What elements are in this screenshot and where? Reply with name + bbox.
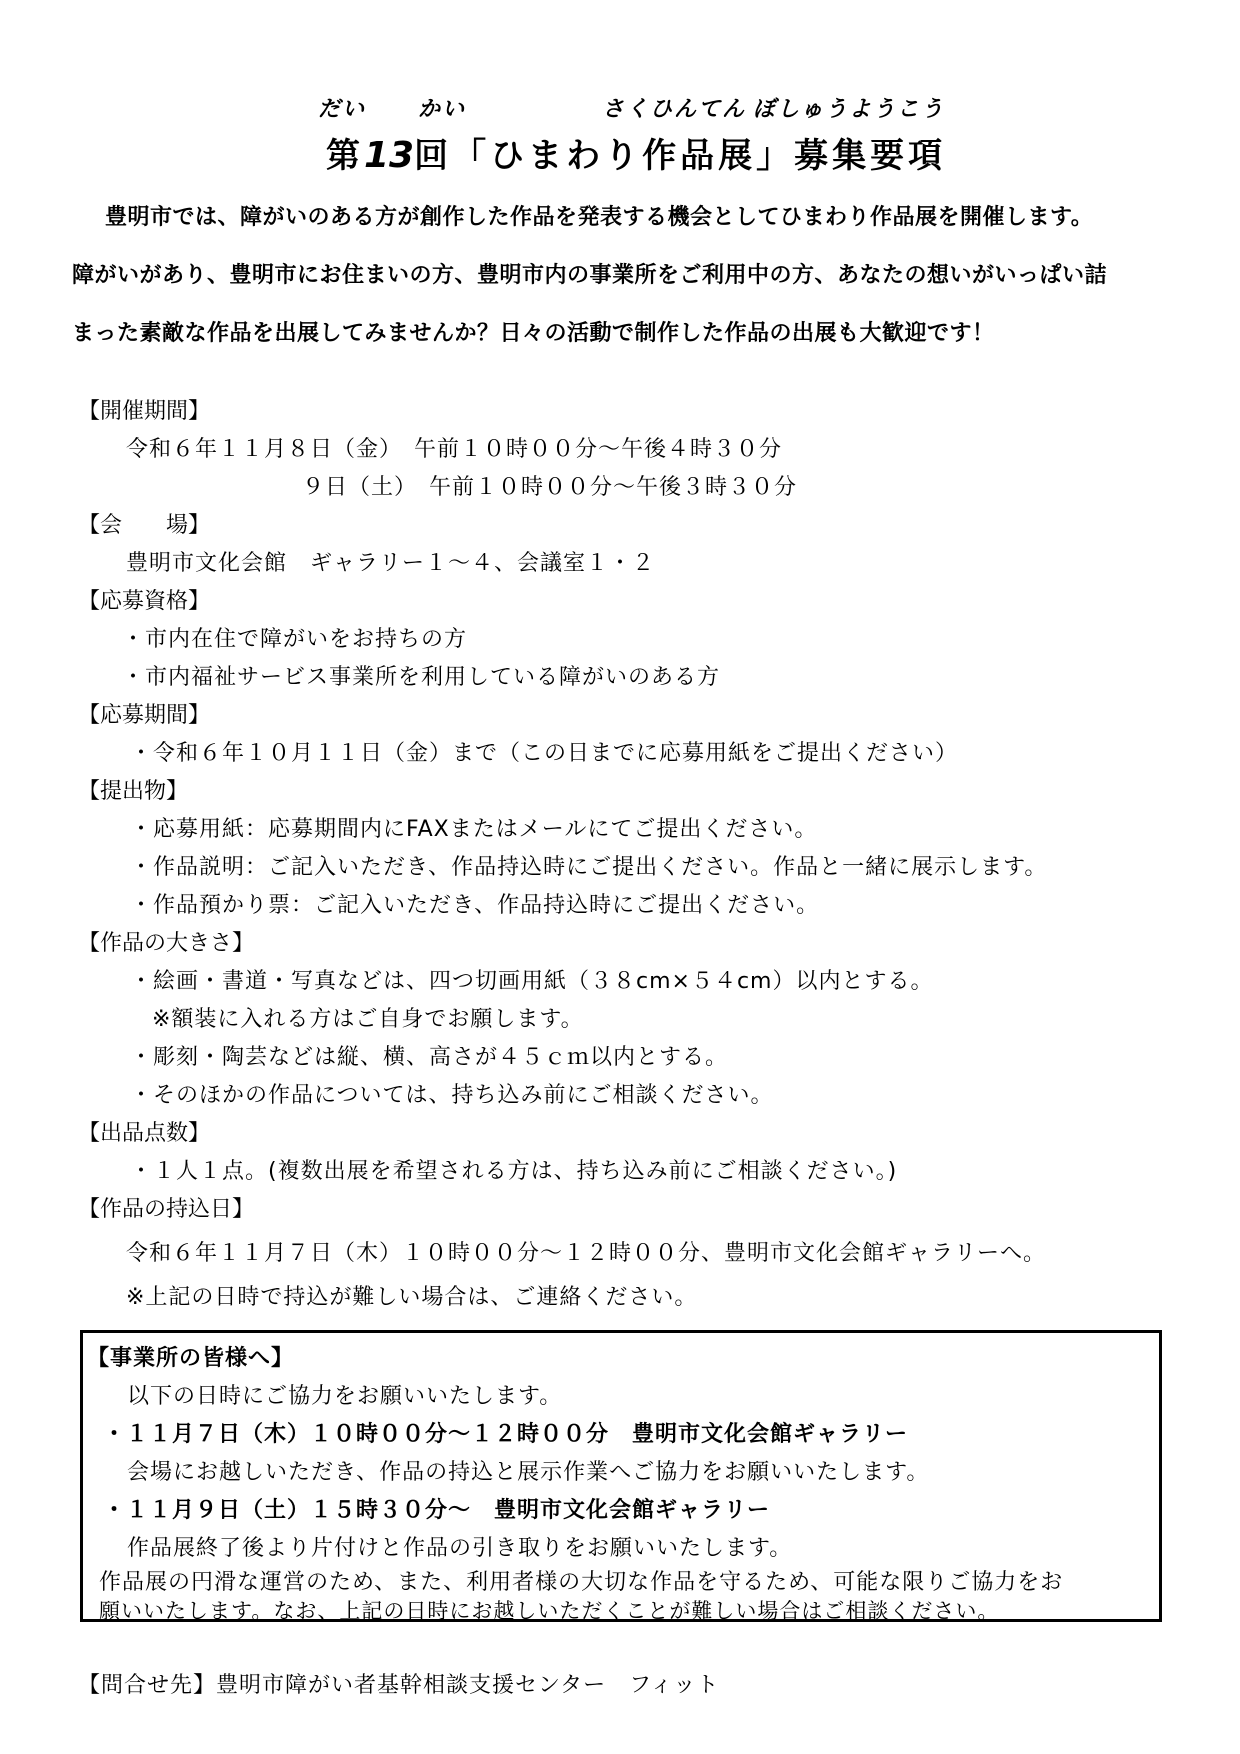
apply-heading: 【応募期間】 bbox=[78, 703, 211, 728]
count-line: ・１人１点。(複数出展を希望される方は、持ち込み前にご相談ください。) bbox=[130, 1159, 898, 1184]
size-item-3: ・そのほかの作品については、持ち込み前にご相談ください。 bbox=[130, 1083, 774, 1108]
page-title bbox=[326, 128, 946, 177]
notice-item-2-desc: 作品展終了後より片付けと作品の引き取りをお願いいたします。 bbox=[127, 1536, 793, 1561]
ruby-dai: だい bbox=[318, 97, 367, 122]
size-item-1: ・絵画・書道・写真などは、四つ切画用紙（３８cm×５４cm）以内とする。 bbox=[130, 969, 934, 994]
bring-heading: 【作品の持込日】 bbox=[78, 1197, 255, 1222]
submit-heading: 【提出物】 bbox=[78, 779, 189, 804]
size-heading: 【作品の大きさ】 bbox=[78, 931, 255, 956]
notice-intro: 以下の日時にご協力をお願いいたします。 bbox=[127, 1384, 563, 1409]
notice-heading: 【事業所の皆様へ】 bbox=[87, 1346, 295, 1371]
submit-item-2: ・作品説明：ご記入いただき、作品持込時にご提出ください。作品と一緒に展示します。 bbox=[130, 855, 1048, 880]
title-prefix: 第 bbox=[326, 136, 364, 176]
intro-line-1: 豊明市では、障がいのある方が創作した作品を発表する機会としてひまわり作品展を開催します。 bbox=[105, 205, 1094, 230]
ruby-sakuhinten: さくひんてん bbox=[602, 97, 747, 122]
bring-line: 令和６年１１月７日（木）１０時００分～１２時００分、豊明市文化会館ギャラリーへ。 bbox=[126, 1241, 1047, 1266]
eligibility-heading: 【応募資格】 bbox=[78, 589, 211, 614]
submit-item-1: ・応募用紙：応募期間内にFAXまたはメールにてご提出ください。 bbox=[130, 817, 818, 842]
size-item-1-note: ※額装に入れる方はご自身でお願します。 bbox=[152, 1007, 584, 1032]
notice-closing-1: 作品展の円滑な運営のため、また、利用者様の大切な作品を守るため、可能な限りご協力をお bbox=[99, 1570, 1064, 1595]
eligibility-item-2: ・市内福祉サービス事業所を利用している障がいのある方 bbox=[122, 665, 721, 690]
notice-item-1-desc: 会場にお越しいただき、作品の持込と展示作業へご協力をお願いいたします。 bbox=[127, 1460, 930, 1485]
notice-box bbox=[80, 1330, 1162, 1622]
period-line-1: 令和６年１１月８日（金） 午前１０時００分～午後４時３０分 bbox=[126, 437, 783, 462]
intro-line-3: まった素敵な作品を出展してみませんか？日々の活動で制作した作品の出展も大歓迎です！ bbox=[72, 321, 995, 346]
title-rest: 回「ひまわり作品展」募集要項 bbox=[414, 136, 947, 176]
bring-note: ※上記の日時で持込が難しい場合は、ご連絡ください。 bbox=[126, 1285, 698, 1310]
eligibility-item-1: ・市内在住で障がいをお持ちの方 bbox=[122, 627, 468, 652]
period-line-2: ９日（土） 午前１０時００分～午後３時３０分 bbox=[302, 475, 798, 500]
ruby-boshuu-youkou: ぼしゅうようこう bbox=[753, 97, 946, 122]
apply-line: ・令和６年１０月１１日（金）まで（この日までに応募用紙をご提出ください） bbox=[130, 741, 959, 766]
notice-item-1-title: ・１１月７日（木）１０時００分～１２時００分 豊明市文化会館ギャラリー bbox=[103, 1422, 909, 1447]
notice-closing-2: 願いいたします。なお、上記の日時にお越しいただくことが難しい場合はご相談ください。 bbox=[99, 1599, 1000, 1623]
venue-line: 豊明市文化会館 ギャラリー１～４、会議室１・２ bbox=[126, 551, 656, 576]
submit-item-3: ・作品預かり票：ご記入いただき、作品持込時にご提出ください。 bbox=[130, 893, 820, 918]
title-number: 13 bbox=[364, 135, 415, 176]
contact-line: 【問合せ先】豊明市障がい者基幹相談支援センター フィット bbox=[78, 1673, 720, 1698]
venue-heading: 【会 場】 bbox=[78, 513, 211, 538]
size-item-2: ・彫刻・陶芸などは縦、横、高さが４５ｃｍ以内とする。 bbox=[130, 1045, 729, 1070]
count-heading: 【出品点数】 bbox=[78, 1121, 211, 1146]
notice-item-2-title: ・１１月９日（土）１５時３０分～ 豊明市文化会館ギャラリー bbox=[103, 1498, 771, 1523]
period-heading: 【開催期間】 bbox=[78, 399, 211, 424]
intro-line-2: 障がいがあり、豊明市にお住まいの方、豊明市内の事業所をご利用中の方、あなたの想いがいっぱい詰 bbox=[72, 263, 1108, 288]
ruby-kai: かい bbox=[418, 97, 467, 122]
